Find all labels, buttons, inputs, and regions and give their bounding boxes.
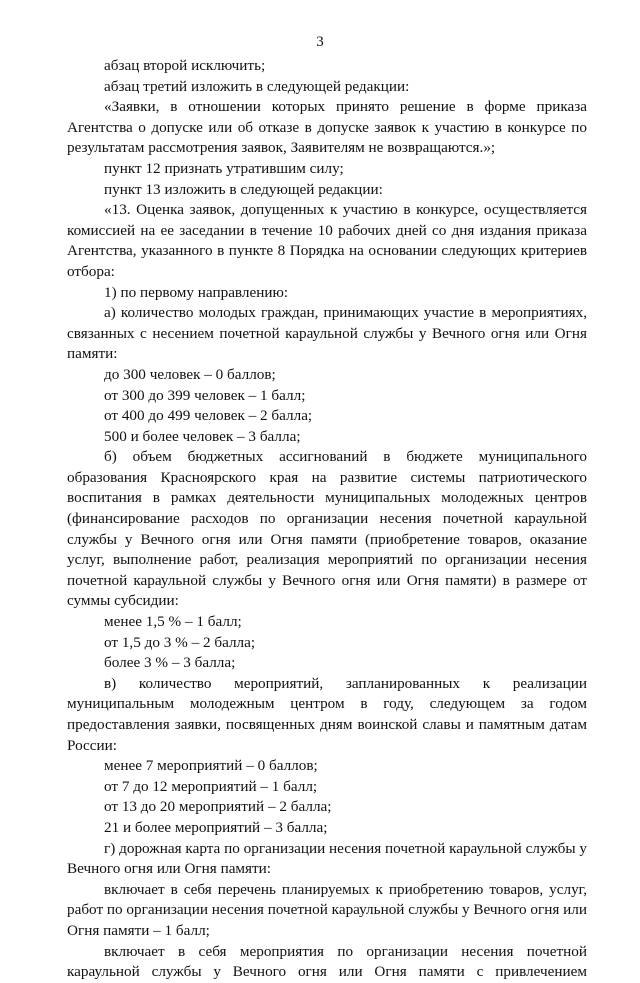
list-item: менее 7 мероприятий – 0 баллов; [104, 757, 318, 775]
document-body [67, 56, 587, 983]
list-item: от 13 до 20 мероприятий – 2 балла; [104, 798, 332, 816]
paragraph: пункт 12 признать утратившим силу; [104, 159, 344, 177]
page-number: 3 [316, 34, 324, 50]
paragraph: включает в себя мероприятия по организации несения почетной караульной службы у Вечного огня или Огня памяти с привлечением [67, 942, 587, 981]
paragraph: б) объем бюджетных ассигнований в бюджете муниципального образования Красноярского края на развитие системы патриотического воспитания в рамках деятельности муниципальных молодежных центров (финансирование расходов по организации несения почетной караульной службы у Вечного огня или Огня памяти (приобретение товаров, оказание услуг, выполнение работ, реализация мероприятий по организации несения почетной караульной службы у Вечного огня или Огня памяти) в размере от суммы субсидии: [67, 448, 587, 610]
list-item: от 7 до 12 мероприятий – 1 балл; [104, 777, 318, 795]
paragraph: включает в себя перечень планируемых к приобретению товаров, услуг, работ по организации несения почетной караульной службы у Вечного огня или Огня памяти – 1 балл; [67, 880, 587, 939]
list-item: менее 1,5 % – 1 балл; [104, 613, 242, 631]
paragraph: абзац третий изложить в следующей редакции: [104, 77, 410, 95]
paragraph: абзац второй исключить; [104, 57, 266, 74]
paragraph: а) количество молодых граждан, принимающих участие в мероприятиях, связанных с несением почетной караульной службы у Вечного огня или Огня памяти: [67, 304, 587, 363]
paragraph: г) дорожная карта по организации несения почетной караульной службы у Вечного огня или Огня памяти: [67, 839, 587, 878]
list-item: от 300 до 399 человек – 1 балл; [104, 386, 306, 404]
list-item: до 300 человек – 0 баллов; [104, 365, 276, 383]
paragraph: «Заявки, в отношении которых принято решение в форме приказа Агентства о допуске или об отказе в допуске заявок к участию в конкурсе по результатам рассмотрения заявок, Заявителям не возвращаются.»; [67, 98, 587, 157]
paragraph: «13. Оценка заявок, допущенных к участию в конкурсе, осуществляется комиссией на ее заседании в течение 10 рабочих дней со дня издания приказа Агентства, указанного в пункте 8 Порядка на основании следующих критериев отбора: [67, 201, 587, 280]
paragraph: 1) по первому направлению: [104, 283, 289, 301]
list-item: более 3 % – 3 балла; [104, 654, 236, 672]
list-item: 500 и более человек – 3 балла; [104, 427, 301, 445]
paragraph: в) количество мероприятий, запланированных к реализации муниципальным молодежным центром в году, следующем за годом предоставления заявки, посвященных дням воинской славы и памятным датам России: [67, 674, 587, 754]
paragraph: пункт 13 изложить в следующей редакции: [104, 180, 383, 198]
list-item: от 400 до 499 человек – 2 балла; [104, 407, 313, 425]
list-item: 21 и более мероприятий – 3 балла; [104, 818, 328, 836]
list-item: от 1,5 до 3 % – 2 балла; [104, 633, 256, 651]
